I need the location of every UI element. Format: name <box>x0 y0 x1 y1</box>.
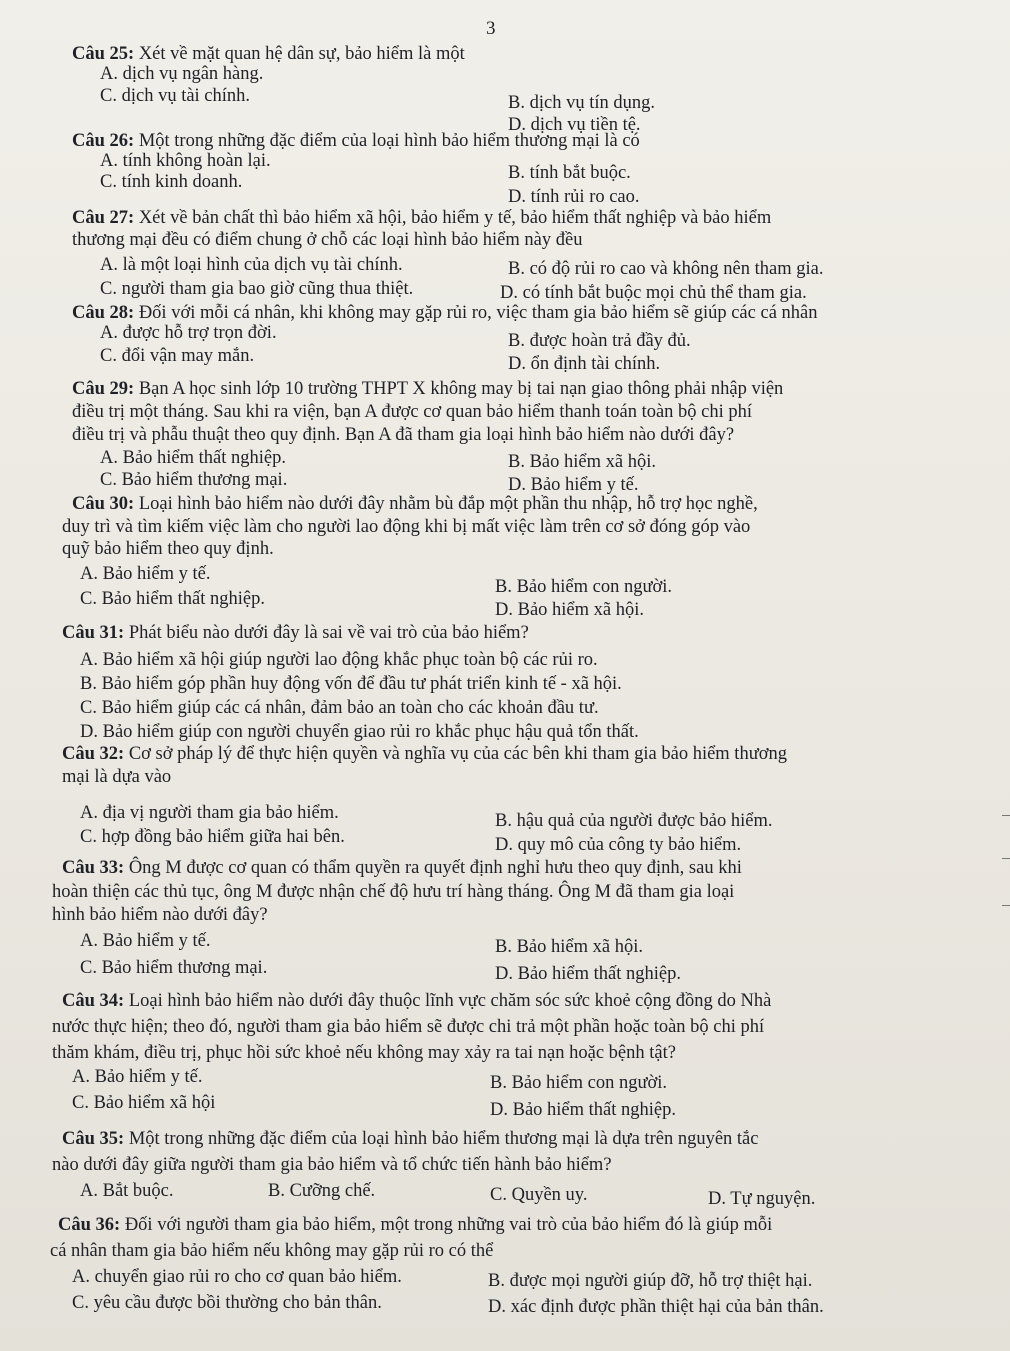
question-35 <box>62 1128 758 1150</box>
question-text: hình bảo hiểm nào dưới đây? <box>52 905 268 925</box>
question-number: Câu 33: <box>62 858 125 878</box>
margin-mark <box>1002 815 1010 816</box>
option-a: A. Bảo hiểm y tế. <box>72 1067 203 1087</box>
question-30 <box>72 493 758 515</box>
question-31 <box>62 622 529 644</box>
question-26 <box>72 130 640 152</box>
question-number: Câu 32: <box>62 744 125 764</box>
option-b: B. có độ rủi ro cao và không nên tham gia. <box>508 259 824 279</box>
question-number: Câu 26: <box>72 131 135 151</box>
option-d: D. Bảo hiểm thất nghiệp. <box>495 964 681 984</box>
question-text: Loại hình bảo hiểm nào dưới đây thuộc lĩnh vực chăm sóc sức khoẻ cộng đồng do Nhà <box>128 991 772 1011</box>
option-d: D. Bảo hiểm xã hội. <box>495 600 645 620</box>
question-text: Xét về bản chất thì bảo hiểm xã hội, bảo hiểm y tế, bảo hiểm thất nghiệp và bảo hiểm <box>138 208 772 228</box>
option-a: A. dịch vụ ngân hàng. <box>100 64 264 84</box>
question-text: Một trong những đặc điểm của loại hình bảo hiểm thương mại là có <box>138 131 640 151</box>
question-text: nào dưới đây giữa người tham gia bảo hiểm và tổ chức tiến hành bảo hiểm? <box>52 1155 612 1175</box>
option-a: A. tính không hoàn lại. <box>100 151 271 171</box>
option-c: C. tính kinh doanh. <box>100 172 243 192</box>
option-b: B. tính bắt buộc. <box>508 163 631 183</box>
question-text: Phát biểu nào dưới đây là sai về vai trò của bảo hiểm? <box>128 623 529 643</box>
option-d: D. xác định được phần thiệt hại của bản thân. <box>488 1297 824 1317</box>
question-number: Câu 36: <box>58 1215 121 1235</box>
question-text: thương mại đều có điểm chung ở chỗ các loại hình bảo hiểm này đều <box>72 230 583 250</box>
option-a: A. Bảo hiểm thất nghiệp. <box>100 448 286 468</box>
option-c: C. đổi vận may mắn. <box>100 346 255 366</box>
option-d: D. Bảo hiểm thất nghiệp. <box>490 1100 676 1120</box>
option-c: C. Bảo hiểm xã hội <box>72 1093 216 1113</box>
option-c: C. Bảo hiểm thương mại. <box>80 958 268 978</box>
question-number: Câu 28: <box>72 303 135 323</box>
question-text: nước thực hiện; theo đó, người tham gia bảo hiểm sẽ được chi trả một phần hoặc toàn bộ chi phí <box>52 1017 765 1037</box>
option-c: C. Quyền uy. <box>490 1185 588 1205</box>
question-33 <box>62 857 742 879</box>
option-a: A. Bắt buộc. <box>80 1181 174 1201</box>
question-text: cá nhân tham gia bảo hiểm nếu không may gặp rủi ro có thể <box>50 1241 494 1261</box>
option-c: C. hợp đồng bảo hiểm giữa hai bên. <box>80 827 345 847</box>
option-c: C. Bảo hiểm giúp các cá nhân, đảm bảo an toàn cho các khoản đầu tư. <box>80 698 599 718</box>
question-text: Một trong những đặc điểm của loại hình bảo hiểm thương mại là dựa trên nguyên tắc <box>128 1129 759 1149</box>
question-36 <box>58 1214 772 1236</box>
question-text: Cơ sở pháp lý để thực hiện quyền và nghĩa vụ của các bên khi tham gia bảo hiểm thương <box>128 744 788 764</box>
option-a: A. là một loại hình của dịch vụ tài chính. <box>100 255 403 275</box>
question-27 <box>72 207 771 229</box>
question-text: mại là dựa vào <box>62 767 172 787</box>
option-a: A. địa vị người tham gia bảo hiểm. <box>80 803 339 823</box>
question-text: điều trị và phẫu thuật theo quy định. Bạn A đã tham gia loại hình bảo hiểm nào dưới đây? <box>72 425 735 445</box>
option-d: D. ổn định tài chính. <box>508 354 661 374</box>
option-d: D. Bảo hiểm giúp con người chuyển giao rủi ro khắc phục hậu quả tổn thất. <box>80 722 639 742</box>
option-d: D. quy mô của công ty bảo hiểm. <box>495 835 742 855</box>
option-b: B. được hoàn trả đầy đủ. <box>508 331 691 351</box>
option-d: D. có tính bắt buộc mọi chủ thể tham gia. <box>500 283 807 303</box>
option-b: B. Bảo hiểm xã hội. <box>508 452 656 472</box>
question-number: Câu 30: <box>72 494 135 514</box>
option-c: C. yêu cầu được bồi thường cho bản thân. <box>72 1293 382 1313</box>
option-a: A. Bảo hiểm y tế. <box>80 931 211 951</box>
question-number: Câu 25: <box>72 44 135 64</box>
question-25 <box>72 43 465 65</box>
question-text: hoàn thiện các thủ tục, ông M được nhận chế độ hưu trí hàng tháng. Ông M đã tham gia loại <box>52 882 735 902</box>
question-text: Ông M được cơ quan có thẩm quyền ra quyết định nghỉ hưu theo quy định, sau khi <box>128 858 742 878</box>
question-text: Loại hình bảo hiểm nào dưới đây nhằm bù đắp một phần thu nhập, hỗ trợ học nghề, <box>138 494 758 514</box>
option-b: B. hậu quả của người được bảo hiểm. <box>495 811 773 831</box>
option-a: A. Bảo hiểm xã hội giúp người lao động khắc phục toàn bộ các rủi ro. <box>80 650 598 670</box>
option-d: D. Bảo hiểm y tế. <box>508 475 639 495</box>
question-text: Bạn A học sinh lớp 10 trường THPT X không may bị tai nạn giao thông phải nhập viện <box>138 379 784 399</box>
question-text: quỹ bảo hiểm theo quy định. <box>62 539 274 559</box>
question-number: Câu 35: <box>62 1129 125 1149</box>
option-a: A. Bảo hiểm y tế. <box>80 564 211 584</box>
question-28 <box>72 302 818 324</box>
option-b: B. Cưỡng chế. <box>268 1181 376 1201</box>
question-number: Câu 34: <box>62 991 125 1011</box>
option-c: C. người tham gia bao giờ cũng thua thiệt. <box>100 279 414 299</box>
option-a: A. được hỗ trợ trọn đời. <box>100 323 277 343</box>
question-text: Đối với người tham gia bảo hiểm, một trong những vai trò của bảo hiểm đó là giúp mỗi <box>124 1215 773 1235</box>
question-number: Câu 31: <box>62 623 125 643</box>
option-b: B. Bảo hiểm xã hội. <box>495 937 643 957</box>
question-text: Đối với mỗi cá nhân, khi không may gặp rủi ro, việc tham gia bảo hiểm sẽ giúp các cá nhân <box>138 303 818 323</box>
option-a: A. chuyển giao rủi ro cho cơ quan bảo hiểm. <box>72 1267 402 1287</box>
margin-mark <box>1002 905 1010 906</box>
page-number: 3 <box>486 18 496 39</box>
option-c: C. Bảo hiểm thất nghiệp. <box>80 589 265 609</box>
option-b: B. Bảo hiểm góp phần huy động vốn để đầu tư phát triển kinh tế - xã hội. <box>80 674 622 694</box>
option-c: C. dịch vụ tài chính. <box>100 86 251 106</box>
option-d: D. Tự nguyện. <box>708 1189 816 1209</box>
question-34 <box>62 990 771 1012</box>
option-b: B. được mọi người giúp đỡ, hỗ trợ thiệt hại. <box>488 1271 813 1291</box>
option-d: D. tính rủi ro cao. <box>508 187 640 207</box>
question-number: Câu 27: <box>72 208 135 228</box>
option-b: B. dịch vụ tín dụng. <box>508 93 655 113</box>
question-text: thăm khám, điều trị, phục hồi sức khoẻ nếu không may xảy ra tai nạn hoặc bệnh tật? <box>52 1043 676 1063</box>
question-29 <box>72 378 783 400</box>
question-text: Xét về mặt quan hệ dân sự, bảo hiểm là một <box>138 44 465 64</box>
question-text: điều trị một tháng. Sau khi ra viện, bạn A được cơ quan bảo hiểm thanh toán toàn bộ chi phí <box>72 402 753 422</box>
question-number: Câu 29: <box>72 379 135 399</box>
question-text: duy trì và tìm kiếm việc làm cho người lao động khi bị mất việc làm trên cơ sở đóng góp vào <box>62 517 751 537</box>
option-c: C. Bảo hiểm thương mại. <box>100 470 288 490</box>
option-b: B. Bảo hiểm con người. <box>495 577 673 597</box>
option-d: D. dịch vụ tiền tệ. <box>508 115 641 135</box>
question-32 <box>62 743 787 765</box>
margin-mark <box>1002 858 1010 859</box>
option-b: B. Bảo hiểm con người. <box>490 1073 668 1093</box>
